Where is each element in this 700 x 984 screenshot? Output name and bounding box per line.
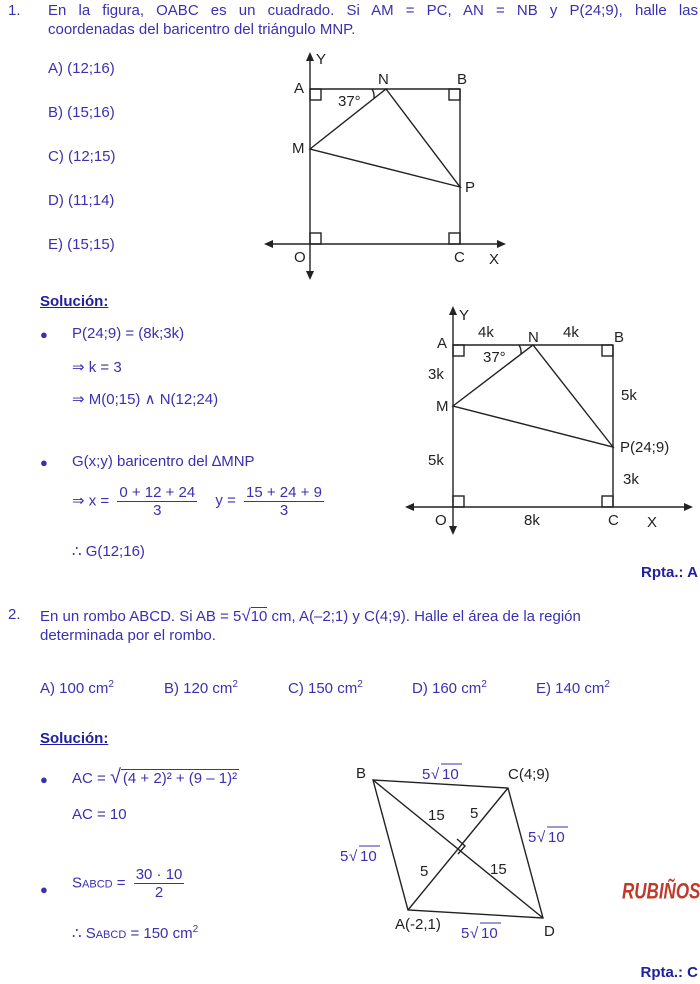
rhombus-label-15-bottom: 15 — [490, 861, 507, 878]
sol2-ac-result: AC = 10 — [72, 806, 127, 823]
answer1: Rpta.: A — [641, 564, 698, 581]
fig2-label-o: O — [435, 512, 447, 529]
sol1-line2: ⇒ k = 3 — [72, 359, 122, 376]
option-b: B) (15;16) — [48, 104, 115, 121]
fig2-label-5k-right: 5k — [621, 387, 637, 404]
fig1-label-a: A — [294, 80, 305, 97]
svg-text:10: 10 — [360, 848, 377, 865]
rhombus-label-c: C(4;9) — [508, 766, 550, 783]
problem2-coef: 5 — [233, 608, 242, 625]
rhombus-label-5-top: 5 — [470, 805, 479, 822]
bullet: ● — [40, 455, 48, 470]
sol1-x-den: 3 — [153, 502, 162, 519]
bullet: ● — [40, 772, 48, 787]
svg-text:√: √ — [431, 766, 440, 783]
sol2-ac-formula: AC = √ (4 + 2)² + (9 – 1)² — [72, 766, 238, 788]
svg-text:5: 5 — [422, 766, 431, 783]
rhombus-side-left — [340, 846, 380, 865]
fig2-label-n: N — [528, 329, 539, 346]
rubinos-logo: RUBIÑOS — [622, 879, 700, 904]
svg-text:√: √ — [349, 848, 358, 865]
fig2-label-37: 37° — [483, 349, 506, 366]
rhombus-label-a: A(-2,1) — [395, 916, 441, 933]
sol1-y-label: y = — [215, 492, 236, 510]
sol2-area-num: 30 · 10 — [135, 866, 183, 883]
option-c: C) (12;15) — [48, 148, 116, 165]
rhombus-label-15-top: 15 — [428, 807, 445, 824]
solution1-title: Solución: — [40, 293, 109, 310]
problem1-text-line1: En la figura, OABC es un cuadrado. Si AM = PC, AN = NB y P(24;9), halle las — [48, 2, 698, 19]
sol1-line4: G(x;y) baricentro del ∆MNP — [72, 453, 255, 470]
fig1-label-x: X — [489, 251, 500, 268]
sol1-line6: ∴ G(12;16) — [72, 543, 145, 560]
fig2-label-b: B — [614, 329, 625, 346]
sol2-ac-radicand: (4 + 2)² + (9 – 1)² — [122, 770, 238, 787]
problem2-text-b: cm, A(–2;1) y C(4;9). Halle el área de la región — [267, 608, 581, 625]
sol1-line3: ⇒ M(0;15) ∧ N(12;24) — [72, 391, 219, 408]
option-d: D) (11;14) — [48, 192, 115, 209]
problem1-text-line2: coordenadas del baricentro del triángulo MNP. — [48, 21, 356, 38]
sol2-area-formula: SABCD = $\frac{30 \cdot 10}{2}$ — [72, 866, 183, 901]
fig2-label-8k: 8k — [524, 512, 540, 529]
p2-option-e: E) 140 $cm^2$ — [536, 679, 610, 697]
bullet: ● — [40, 327, 48, 342]
fig2-label-3k-right: 3k — [623, 471, 639, 488]
sol2-area-result: ∴ SABCD = 150 $cm^2$ — [72, 924, 199, 942]
svg-text:√: √ — [537, 829, 546, 846]
fig2-label-a: A — [437, 335, 448, 352]
problem2-number: 2. — [8, 606, 21, 623]
problem2-text-a: En un rombo ABCD. Si AB = — [40, 608, 234, 625]
problem1-number: 1. — [8, 2, 21, 19]
sol1-x-label: ⇒ x = — [72, 492, 110, 510]
svg-text:10: 10 — [481, 925, 498, 942]
fig2-label-3k-left: 3k — [428, 366, 444, 383]
sol1-line1: P(24;9) = (8k;3k) — [72, 325, 185, 342]
fig1-label-o: O — [294, 249, 306, 266]
svg-text:5: 5 — [340, 848, 349, 865]
sol1-y-num: 15 + 24 + 9 — [246, 484, 322, 501]
sol2-area-den: 2 — [154, 884, 164, 901]
sol1-x-num: 0 + 12 + 24 — [119, 484, 196, 501]
fig2-label-m: M — [436, 398, 449, 415]
fig2-label-y: Y — [459, 307, 470, 324]
svg-text:√: √ — [470, 925, 479, 942]
rhombus-side-bottom — [461, 923, 501, 942]
fig1-label-y: Y — [316, 51, 327, 68]
fig2-label-4k-left: 4k — [478, 324, 494, 341]
p2-option-c: C) 150 $cm^2$ — [288, 679, 363, 697]
svg-text:5: 5 — [528, 829, 537, 846]
option-a: A) (12;16) — [48, 60, 115, 77]
fig2-label-x: X — [647, 514, 658, 531]
fig2-label-p: P(24;9) — [620, 439, 670, 456]
option-e: E) (15;15) — [48, 236, 115, 253]
p2-option-b: B) 120 $cm^2$ — [164, 679, 238, 697]
svg-text:10: 10 — [548, 829, 565, 846]
fig1-label-b: B — [457, 71, 468, 88]
rhombus-label-b: B — [356, 765, 367, 782]
sol1-y-den: 3 — [279, 502, 289, 519]
problem2-text-line2: determinada por el rombo. — [40, 627, 216, 644]
fig2-label-5k-left: 5k — [428, 452, 444, 469]
fig1-label-p: P — [465, 179, 476, 196]
rhombus-side-top — [422, 764, 462, 783]
fig1-label-c: C — [454, 249, 465, 266]
fig2-label-c: C — [608, 512, 619, 529]
fig1-label-n: N — [378, 71, 389, 88]
svg-text:10: 10 — [442, 766, 459, 783]
rhombus-label-d: D — [544, 923, 555, 940]
answer2: Rpta.: C — [640, 964, 698, 981]
fig1-label-m: M — [292, 140, 305, 157]
fig2-label-4k-right: 4k — [563, 324, 579, 341]
svg-text:5: 5 — [461, 925, 470, 942]
problem2-radicand: 10 — [250, 608, 268, 625]
problem2-text-line1: En un rombo ABCD. Si AB = 5√10 cm, A(–2;1) y C(4;9). Halle el área de la región — [40, 606, 581, 625]
rhombus-label-5-bottom: 5 — [420, 863, 429, 880]
p2-option-a: A) 100 $cm^2$ — [40, 679, 114, 697]
fig1-label-37: 37° — [338, 93, 361, 110]
sol2-ac-label: AC = — [72, 770, 106, 787]
solution2-title: Solución: — [40, 730, 109, 747]
rhombus-side-right — [528, 827, 568, 846]
bullet: ● — [40, 882, 48, 897]
p2-option-d: D) 160 $cm^2$ — [412, 679, 487, 697]
